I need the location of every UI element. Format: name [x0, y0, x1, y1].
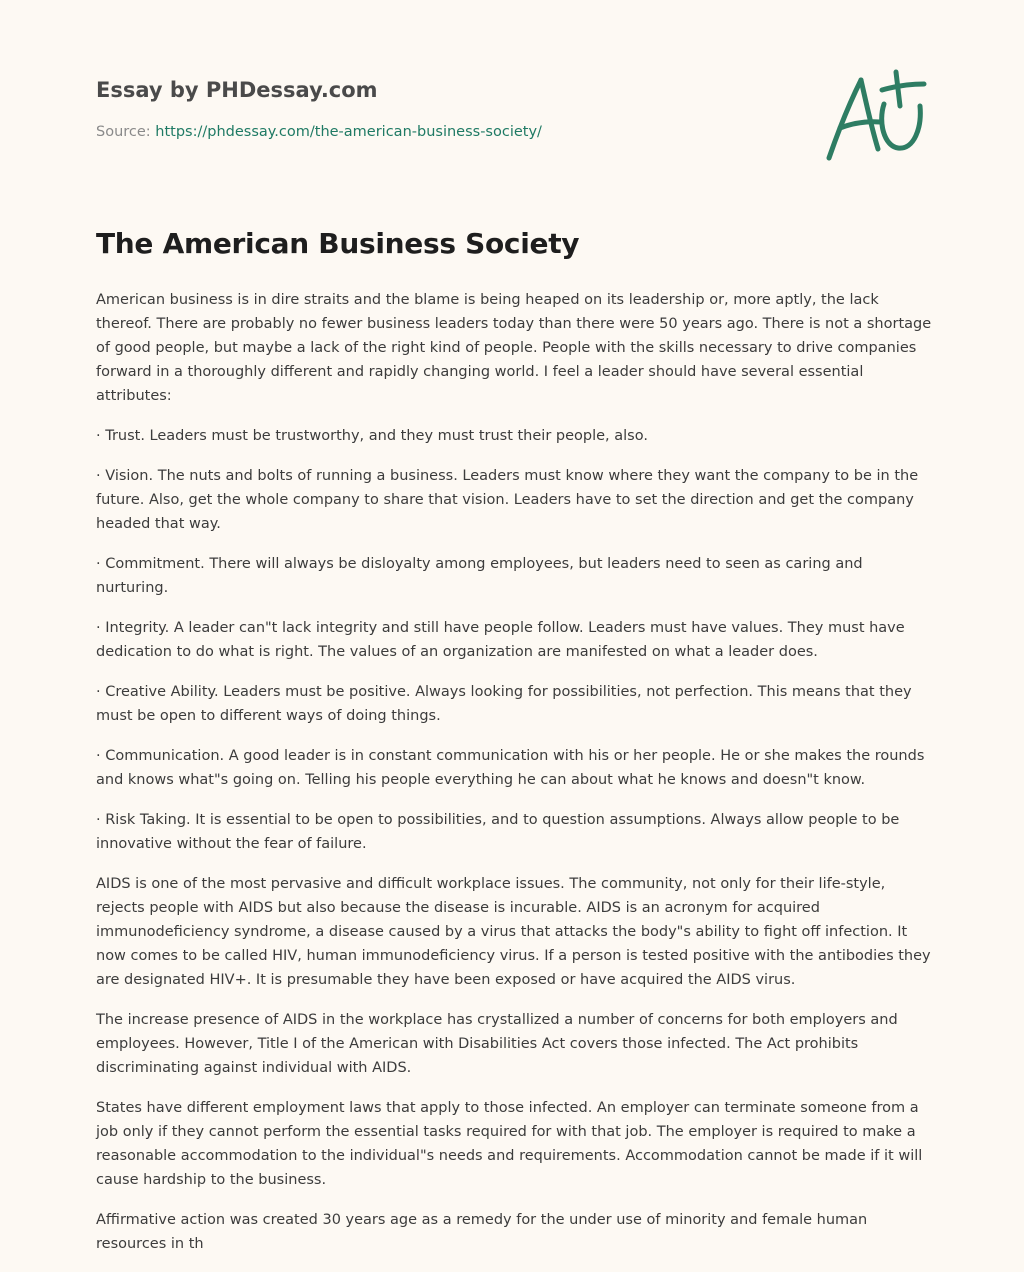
essay-paragraph: Affirmative action was created 30 years age as a remedy for the under use of minority and female human resources in th — [96, 1212, 868, 1252]
essay-paragraph: · Vision. The nuts and bolts of running a business. Leaders must know where they want the company to be in the future. Also, get the whole company to share that vision. Leaders have to set the direction and get the company headed that way. — [96, 468, 919, 532]
source-label: Source: — [96, 124, 156, 140]
a-plus-logo-icon — [822, 66, 930, 166]
page-header — [96, 76, 796, 142]
essay-paragraph: · Creative Ability. Leaders must be positive. Always looking for possibilities, not perfection. This means that they must be open to different ways of doing things. — [96, 684, 912, 724]
essay-paragraph: · Commitment. There will always be disloyalty among employees, but leaders need to seen as caring and nurturing. — [96, 556, 863, 596]
essay-content — [96, 226, 932, 1272]
essay-paragraph: AIDS is one of the most pervasive and difficult workplace issues. The community, not only for their life-style, rejects people with AIDS but also because the disease is incurable. AIDS is an acronym for acquired immunodeficiency syndrome, a disease caused by a virus that attacks the body"s ability to fight off infection. It now comes to be called HIV, human immunodeficiency virus. If a person is tested positive with the antibodies they are designated HIV+. It is presumable they have been exposed or have acquired the AIDS virus. — [96, 876, 931, 988]
essay-paragraph: · Trust. Leaders must be trustworthy, and they must trust their people, also. — [96, 428, 648, 444]
essay-paragraph: The increase presence of AIDS in the workplace has crystallized a number of concerns for both employers and employees. However, Title I of the American with Disabilities Act covers those infected. The Act prohibits discriminating against individual with AIDS. — [96, 1012, 898, 1076]
essay-paragraph: · Communication. A good leader is in constant communication with his or her people. He or she makes the rounds and knows what"s going on. Telling his people everything he can about what he knows and doesn"t know. — [96, 748, 925, 788]
source-line — [96, 122, 796, 142]
essay-paragraph: · Integrity. A leader can"t lack integrity and still have people follow. Leaders must have values. They must have dedication to do what is right. The values of an organization are manifested on what a leader does. — [96, 620, 905, 660]
essay-title: The American Business Society — [96, 227, 580, 260]
essay-paragraph: · Risk Taking. It is essential to be open to possibilities, and to question assumptions. Always allow people to be innovative without the fear of failure. — [96, 812, 900, 852]
essay-paragraph: American business is in dire straits and the blame is being heaped on its leadership or, more aptly, the lack thereof. There are probably no fewer business leaders today than there were 50 years ago. There is not a shortage of good people, but maybe a lack of the right kind of people. People with the skills necessary to drive companies forward in a thoroughly different and rapidly changing world. I feel a leader should have several essential attributes: — [96, 292, 932, 404]
site-title: Essay by PHDessay.com — [96, 78, 378, 102]
source-link[interactable]: https://phdessay.com/the-american-business-society/ — [155, 124, 542, 140]
essay-paragraph: States have different employment laws that apply to those infected. An employer can terminate someone from a job only if they cannot perform the essential tasks required for with that job. The employer is required to make a reasonable accommodation to the individual"s needs and requirements. Accommodation cannot be made if it will cause hardship to the business. — [96, 1100, 923, 1188]
